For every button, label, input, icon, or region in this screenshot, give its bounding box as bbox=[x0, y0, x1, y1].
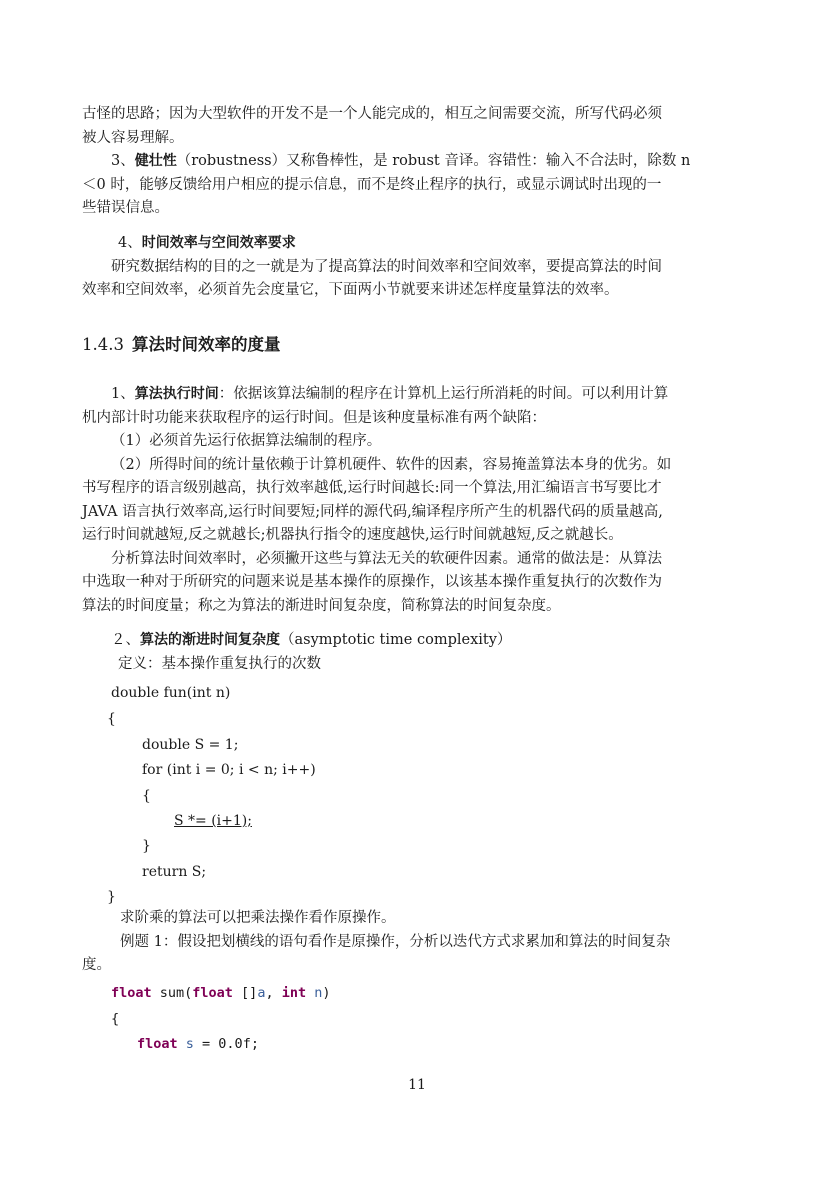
intro-paragraph bbox=[82, 103, 754, 150]
definition-line: 定义：基本操作重复执行的次数 bbox=[118, 655, 321, 672]
text-line: 算法的时间度量；称之为算法的渐进时间复杂度，简称算法的时间复杂度。 bbox=[82, 597, 561, 614]
code-line: } bbox=[107, 889, 116, 905]
item-title: 算法执行时间 bbox=[134, 386, 219, 402]
text-line: （1）必须首先运行依据算法编制的程序。 bbox=[111, 433, 382, 449]
item-number: 3、 bbox=[111, 153, 135, 169]
text-line: ＜0 时，能够反馈给用户相应的提示信息，而不是终止程序的执行，或显示调试时出现的一 bbox=[82, 176, 662, 193]
item-number: ２、 bbox=[111, 632, 140, 648]
code-line: double S = 1; bbox=[142, 737, 239, 753]
text-line bbox=[82, 232, 754, 256]
code-text: ) bbox=[322, 985, 331, 1001]
code-text: , bbox=[265, 985, 282, 1001]
code-line: return S; bbox=[142, 864, 207, 880]
code-keyword: int bbox=[281, 985, 307, 1001]
code-variable: a bbox=[257, 985, 266, 1001]
code-text: = 0.0f; bbox=[193, 1036, 259, 1052]
item-text: （asymptotic time complexity） bbox=[280, 632, 512, 648]
code-line: { bbox=[111, 1011, 120, 1027]
code-line: double fun(int n) bbox=[111, 685, 231, 701]
text-line: 被人容易理解。 bbox=[82, 129, 184, 146]
text-line: 机内部计时功能来获取程序的运行时间。但是该种度量标准有两个缺陷： bbox=[82, 409, 546, 426]
text-line: （2）所得时间的统计量依赖于计算机硬件、软件的因素，容易掩盖算法本身的优劣。如 bbox=[111, 456, 672, 473]
text-line: JAVA 语言执行效率高,运行时间要短;同样的源代码,编译程序所产生的机器代码的质量越高, bbox=[82, 503, 663, 520]
code-line: { bbox=[142, 788, 151, 804]
code-line: } bbox=[142, 838, 151, 854]
code-keyword: float bbox=[111, 985, 152, 1001]
text-line: 研究数据结构的目的之一就是为了提高算法的时间效率和空间效率，要提高算法的时间 bbox=[111, 258, 662, 275]
code-text: sum( bbox=[151, 985, 193, 1001]
code-variable: s bbox=[185, 1036, 194, 1052]
item-text: （robustness）又称鲁棒性，是 robust 音译。容错性：输入不合法时，除数 n bbox=[176, 153, 691, 169]
item-number: 4、 bbox=[118, 235, 142, 251]
text-line: 效率和空间效率，必须首先会度量它，下面两小节就要来讲述怎样度量算法的效率。 bbox=[82, 282, 619, 298]
text-line: 古怪的思路；因为大型软件的开发不是一个人能完成的，相互之间需要交流，所写代码必须 bbox=[82, 106, 662, 122]
text-line: 分析算法时间效率时，必须撇开这些与算法无关的软硬件因素。通常的做法是：从算法 bbox=[111, 550, 662, 567]
text-line: 求阶乘的算法可以把乘法操作看作原操作。 bbox=[120, 910, 396, 926]
text-line: 些错误信息。 bbox=[82, 200, 169, 216]
asymptotic-paragraph bbox=[82, 629, 754, 676]
code-line: for (int i = 0; i < n; i++) bbox=[142, 762, 316, 778]
item-title: 算法的渐进时间复杂度 bbox=[140, 632, 280, 648]
section-heading bbox=[82, 331, 280, 355]
text-line: 运行时间就越短,反之就越长;机器执行指令的速度越快,运行时间就越短,反之就越长。 bbox=[82, 527, 623, 543]
text-line bbox=[82, 383, 754, 407]
item-text: ：依据该算法编制的程序在计算机上运行所消耗的时间。可以利用计算 bbox=[218, 386, 669, 402]
item-title: 时间效率与空间效率要求 bbox=[141, 235, 296, 251]
item-title: 健壮性 bbox=[134, 153, 177, 169]
text-line: 中选取一种对于所研究的问题来说是基本操作的原操作，以该基本操作重复执行的次数作为 bbox=[82, 574, 662, 590]
execution-time-paragraph bbox=[82, 383, 754, 618]
text-line bbox=[82, 150, 754, 174]
code-text bbox=[178, 1036, 186, 1052]
code-line-underlined bbox=[174, 810, 252, 834]
section-title: 算法时间效率的度量 bbox=[131, 335, 281, 354]
page-number: 11 bbox=[408, 1077, 426, 1093]
robustness-paragraph bbox=[82, 150, 754, 221]
item-number: 1、 bbox=[111, 386, 135, 402]
text-line: 例题 1：假设把划横线的语句看作是原操作，分析以迭代方式求累加和算法的时间复杂 bbox=[120, 933, 671, 950]
code-keyword: float bbox=[192, 985, 233, 1001]
section-number: 1.4.3 bbox=[82, 335, 124, 354]
factorial-paragraph bbox=[82, 907, 754, 978]
code-line bbox=[137, 1036, 259, 1052]
code-keyword: float bbox=[137, 1036, 178, 1052]
underlined-statement: S *= (i+1); bbox=[174, 813, 252, 829]
text-line: 度。 bbox=[82, 957, 111, 973]
code-line bbox=[111, 985, 331, 1001]
efficiency-paragraph bbox=[82, 232, 754, 303]
code-line: { bbox=[107, 711, 116, 727]
text-line bbox=[82, 629, 754, 653]
code-variable: n bbox=[314, 985, 323, 1001]
code-text: [] bbox=[232, 985, 258, 1001]
text-line: 书写程序的语言级别越高，执行效率越低,运行时间越长:同一个算法,用汇编语言书写要比才 bbox=[82, 480, 662, 496]
